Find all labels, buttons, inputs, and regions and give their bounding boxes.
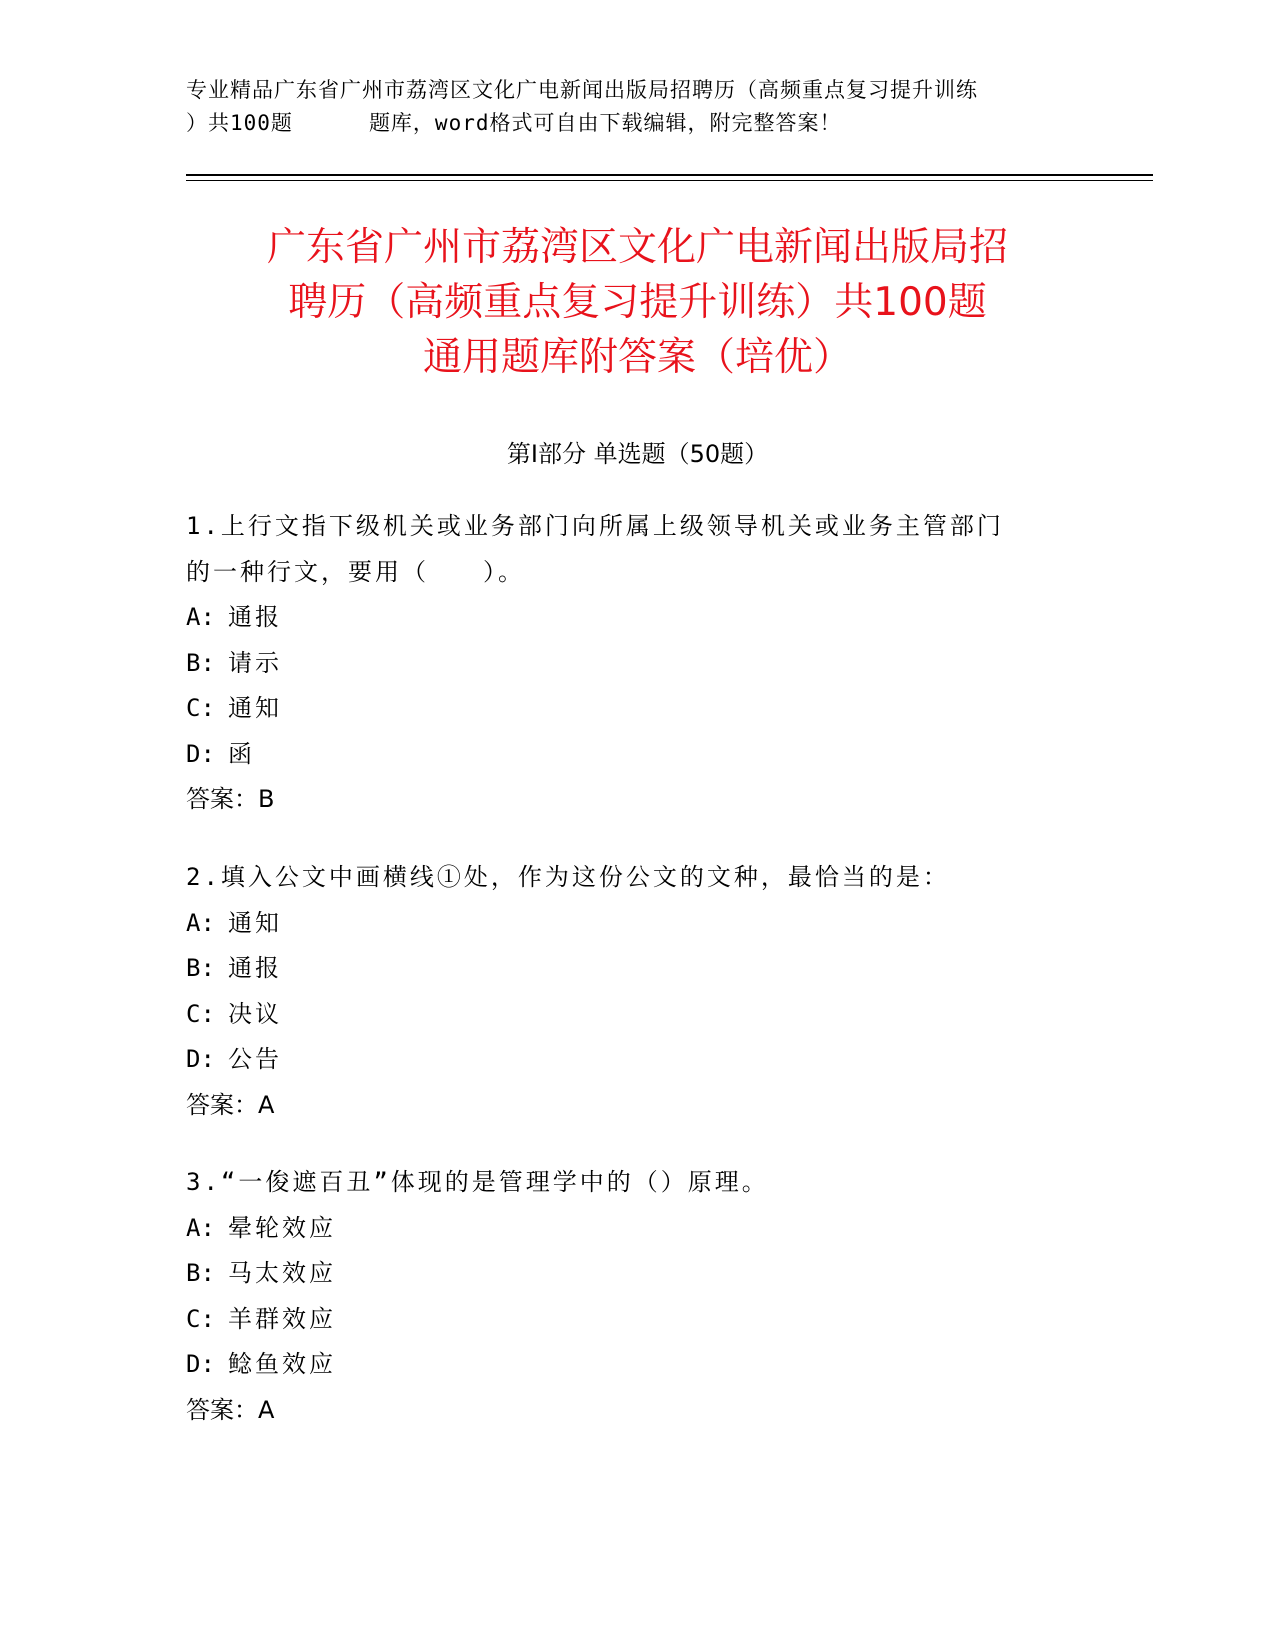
- option-label: C:: [186, 694, 215, 722]
- answer: 答案：B: [186, 785, 275, 813]
- option-text: 马太效应: [228, 1259, 336, 1287]
- document-title-line1: 广东省广州市荔湾区文化广电新闻出版局招: [266, 225, 1008, 270]
- option-label: C:: [186, 1304, 215, 1333]
- option-text: 决议: [228, 999, 282, 1028]
- document-title-line2: 聘历（高频重点复习提升训练）共100题: [288, 280, 987, 325]
- header-rule-thin: [186, 180, 1153, 181]
- option-a: [186, 901, 1086, 947]
- header-note-line1: 专业精品广东省广州市荔湾区文化广电新闻出版局招聘历（高频重点复习提升训练: [186, 78, 978, 102]
- option-b: [186, 641, 1086, 687]
- option-d: [186, 1037, 1086, 1083]
- option-b: [186, 1251, 1086, 1297]
- option-label: A:: [186, 1213, 215, 1242]
- option-d: [186, 1342, 1086, 1388]
- option-text: 晕轮效应: [228, 1213, 336, 1242]
- option-text: 公告: [228, 1045, 282, 1073]
- option-label: D:: [186, 1350, 215, 1378]
- document-title: [186, 220, 1089, 385]
- option-a: [186, 1206, 1086, 1252]
- option-c: [186, 1297, 1086, 1343]
- question-stem: 1.上行文指下级机关或业务部门向所属上级领导机关或业务主管部门: [186, 512, 1004, 540]
- option-d: [186, 732, 1086, 778]
- question-stem: 3.“一俊遮百丑”体现的是管理学中的（）原理。: [186, 1168, 769, 1196]
- option-label: B:: [186, 954, 215, 982]
- option-text: 羊群效应: [228, 1304, 336, 1333]
- question-stem-continued: 的一种行文，要用（ ）。: [186, 557, 525, 586]
- question-stem: 2.填入公文中画横线①处，作为这份公文的文种，最恰当的是：: [186, 863, 950, 891]
- option-label: A:: [186, 908, 215, 937]
- question-1: [186, 504, 1086, 823]
- option-c: [186, 992, 1086, 1038]
- answer: 答案：A: [186, 1395, 275, 1424]
- question-3: [186, 1160, 1086, 1433]
- header-note: [186, 74, 1086, 140]
- document-title-line3: 通用题库附答案（培优）: [422, 335, 852, 380]
- option-text: 鲶鱼效应: [228, 1350, 336, 1378]
- answer: 答案：A: [186, 1090, 275, 1119]
- option-text: 通报: [228, 603, 282, 631]
- option-text: 通报: [228, 954, 282, 982]
- section-title: 第Ⅰ部分 单选题（50题）: [506, 440, 769, 468]
- header-note-line2: [186, 107, 1086, 140]
- option-text: 通知: [228, 908, 282, 937]
- option-text: 通知: [228, 694, 282, 722]
- option-text: 请示: [228, 648, 282, 677]
- option-label: B:: [186, 1259, 215, 1287]
- option-c: [186, 686, 1086, 732]
- header-rule-thick: [186, 174, 1153, 176]
- option-text: 函: [228, 739, 255, 768]
- option-b: [186, 946, 1086, 992]
- header-note-desc: 题库，word格式可自由下载编辑，附完整答案！: [368, 111, 842, 135]
- option-label: C:: [186, 999, 215, 1028]
- header-note-count: ）共100题: [186, 111, 293, 135]
- option-label: D:: [186, 739, 215, 768]
- question-2: [186, 855, 1086, 1128]
- option-label: D:: [186, 1045, 215, 1073]
- option-label: A:: [186, 603, 215, 631]
- option-a: [186, 595, 1086, 641]
- option-label: B:: [186, 648, 215, 677]
